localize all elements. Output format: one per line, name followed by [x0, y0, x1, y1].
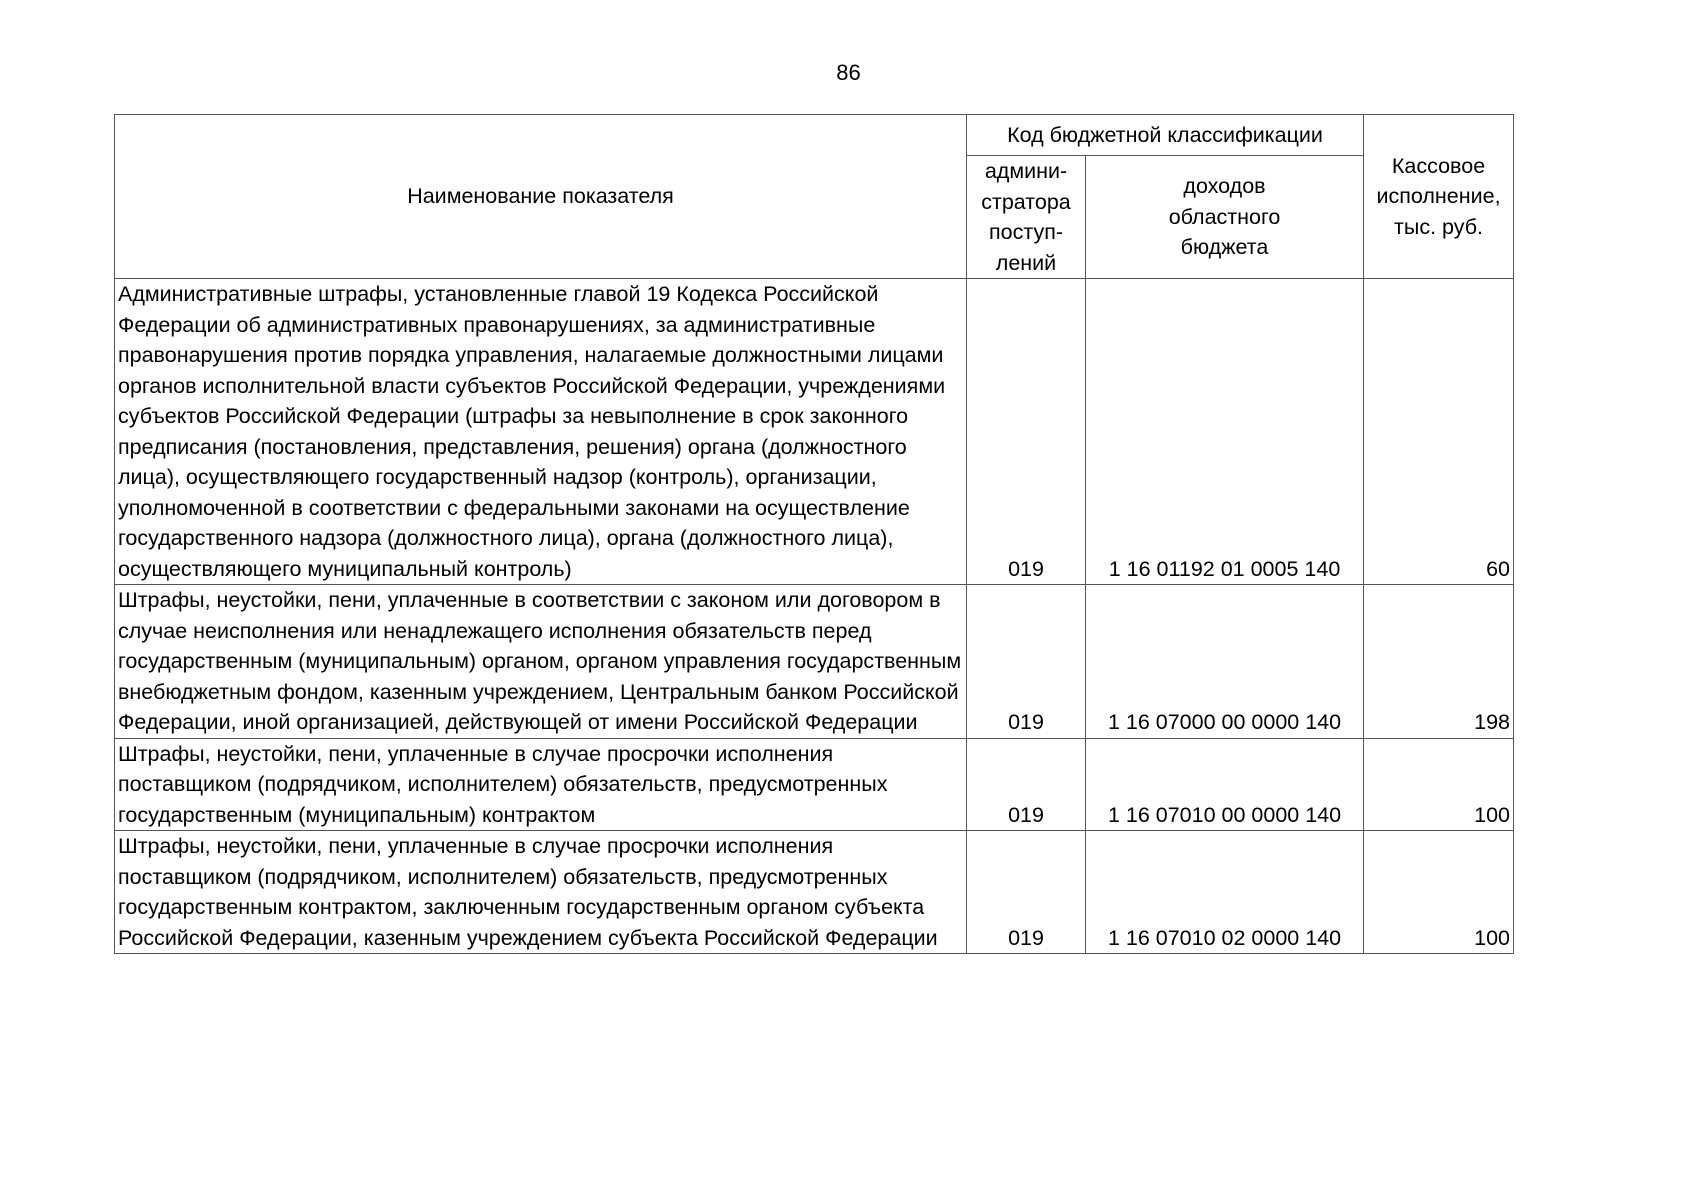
table-row — [115, 279, 1514, 585]
row-amount: 60 — [1364, 279, 1514, 585]
row-admin-code: 019 — [967, 585, 1086, 739]
table-body — [115, 279, 1514, 954]
table-header — [115, 115, 1514, 279]
row-amount: 100 — [1364, 738, 1514, 831]
row-income-code: 1 16 07010 00 0000 140 — [1086, 738, 1364, 831]
row-name: Штрафы, неустойки, пени, уплаченные в случае просрочки исполнения поставщиком (подрядчиком, исполнителем) обязательств, предусмотренных государственным (муниципальным) контрактом — [115, 738, 967, 831]
row-name: Штрафы, неустойки, пени, уплаченные в случае просрочки исполнения поставщиком (подрядчиком, исполнителем) обязательств, предусмотренных государственным контрактом, заключенным государственным органом субъекта Российской Федерации, казенным учреждением субъекта Российской Федерации — [115, 831, 967, 954]
row-amount: 198 — [1364, 585, 1514, 739]
table-row — [115, 831, 1514, 954]
header-admin: админи- стратора поступ- лений — [967, 156, 1086, 279]
budget-table — [114, 114, 1514, 954]
page-number: 86 — [836, 60, 861, 85]
row-income-code: 1 16 07000 00 0000 140 — [1086, 585, 1364, 739]
row-income-code: 1 16 01192 01 0005 140 — [1086, 279, 1364, 585]
row-admin-code: 019 — [967, 738, 1086, 831]
row-admin-code: 019 — [967, 831, 1086, 954]
table-row — [115, 585, 1514, 739]
header-amount: Кассовое исполнение, тыс. руб. — [1364, 115, 1514, 279]
row-income-code: 1 16 07010 02 0000 140 — [1086, 831, 1364, 954]
row-admin-code: 019 — [967, 279, 1086, 585]
row-name: Штрафы, неустойки, пени, уплаченные в соответствии с законом или договором в случае неисполнения или ненадлежащего исполнения обязательств перед государственным (муниципальным) органом, органом управления государственным внебюджетным фондом, казенным учреждением, Центральным банком Российской Федерации, иной организацией, действующей от имени Российской Федерации — [115, 585, 967, 739]
header-income: доходов областного бюджета — [1086, 156, 1364, 279]
row-amount: 100 — [1364, 831, 1514, 954]
header-name: Наименование показателя — [115, 115, 967, 279]
header-code-group: Код бюджетной классификации — [967, 115, 1364, 156]
row-name: Административные штрафы, установленные главой 19 Кодекса Российской Федерации об административных правонарушениях, за административные правонарушения против порядка управления, налагаемые должностными лицами органов исполнительной власти субъектов Российской Федерации, учреждениями субъектов Российской Федерации (штрафы за невыполнение в срок законного предписания (постановления, представления, решения) органа (должностного лица), осуществляющего государственный надзор (контроль), организации, уполномоченной в соответствии с федеральными законами на осуществление государственного надзора (должностного лица), органа (должностного лица), осуществляющего муниципальный контроль) — [115, 279, 967, 585]
table-row — [115, 738, 1514, 831]
